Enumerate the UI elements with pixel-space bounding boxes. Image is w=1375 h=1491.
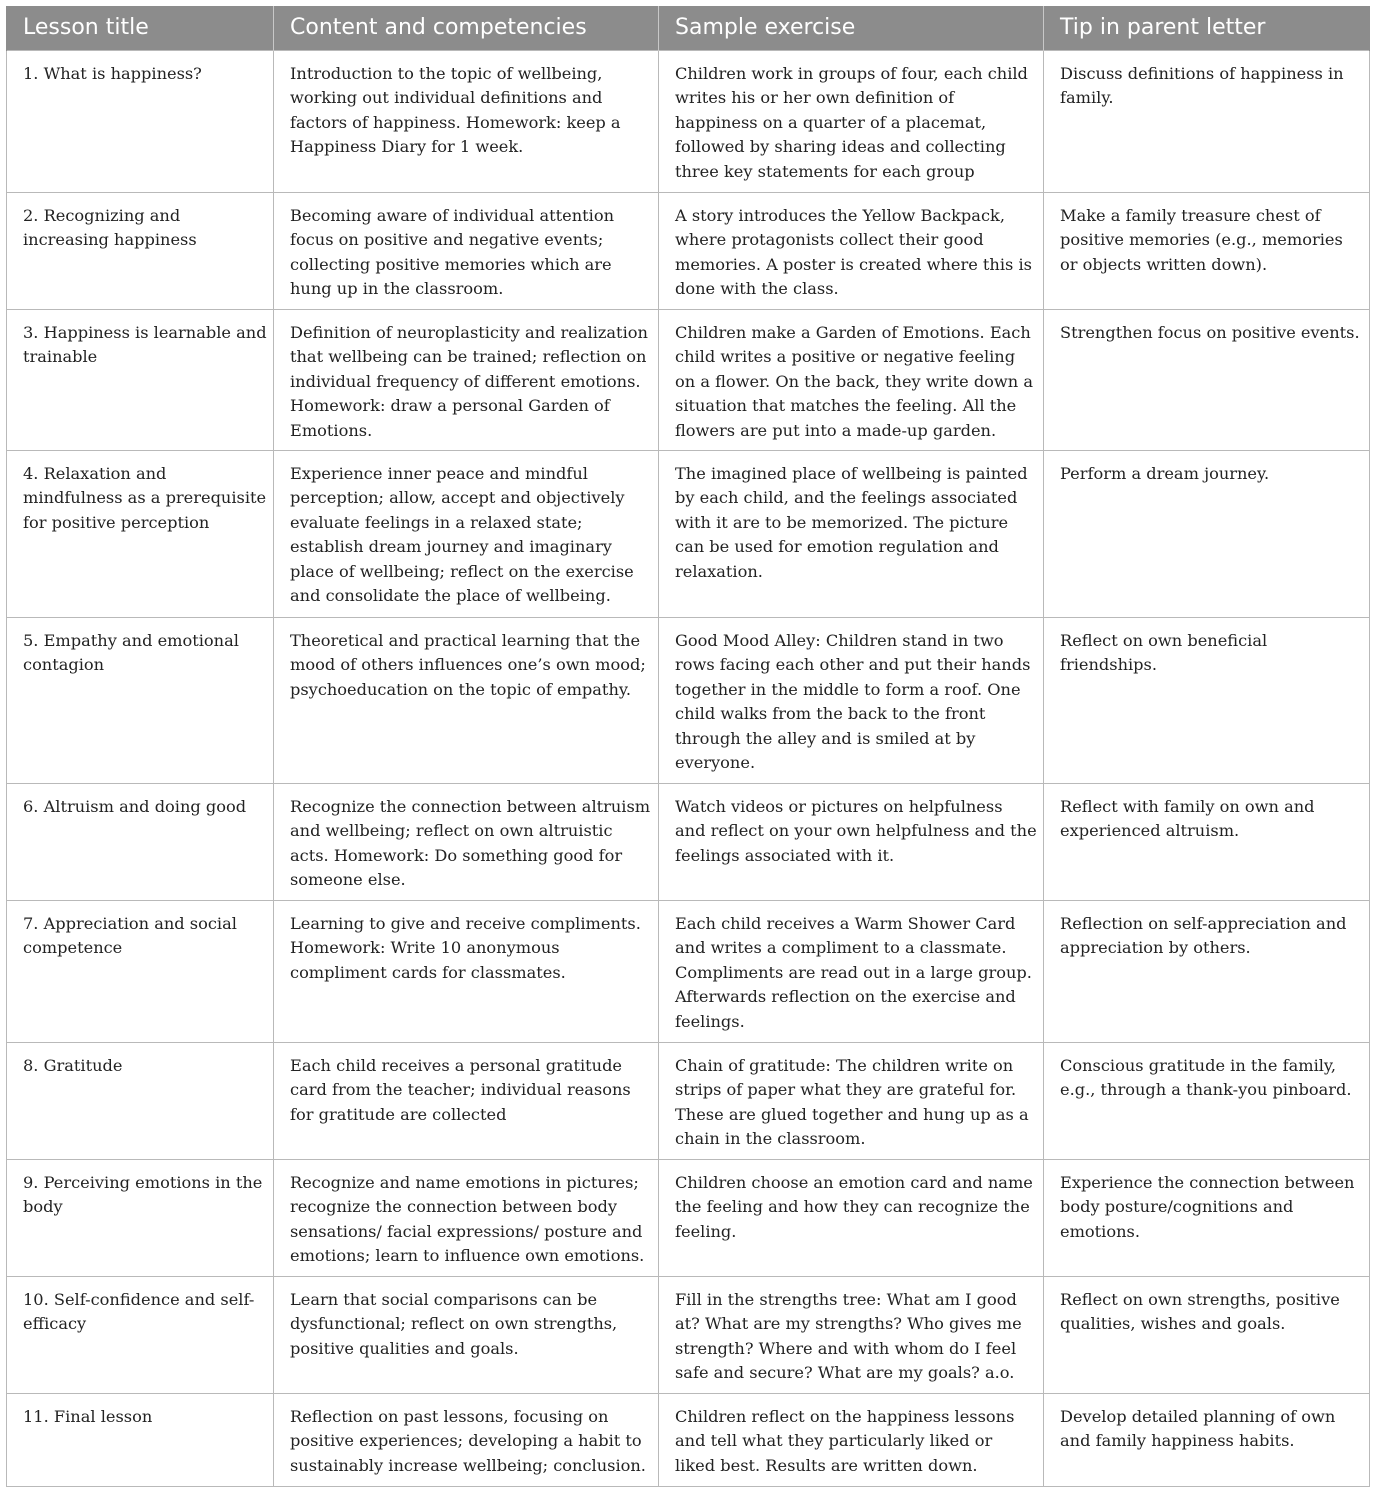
cell-lesson-title: 1. What is happiness? (7, 50, 274, 192)
cell-tip: Make a family treasure chest of positive memories (e.g., memories or objects written down). (1044, 192, 1370, 309)
cell-exercise: Children work in groups of four, each child writes his or her own definition of happiness on a quarter of a placemat, followed by sharing ideas and collecting three key statements for each group (659, 50, 1044, 192)
cell-lesson-title: 11. Final lesson (7, 1393, 274, 1486)
cell-lesson-title: 6. Altruism and doing good (7, 783, 274, 900)
cell-content: Recognize and name emotions in pictures; recognize the connection between body sensations/ facial expressions/ posture and emotions; learn to influence own emotions. (274, 1159, 659, 1276)
cell-exercise: Good Mood Alley: Children stand in two rows facing each other and put their hands together in the middle to form a roof. One child walks from the back to the front through the alley and is smiled at by everyone. (659, 617, 1044, 783)
table-row (7, 192, 1370, 309)
cell-lesson-title: 8. Gratitude (7, 1042, 274, 1159)
cell-lesson-title: 7. Appreciation and social competence (7, 900, 274, 1042)
cell-exercise: Each child receives a Warm Shower Card and writes a compliment to a classmate. Compliments are read out in a large group. Afterwards reflection on the exercise and feelings. (659, 900, 1044, 1042)
table-row (7, 617, 1370, 783)
cell-exercise: Watch videos or pictures on helpfulness and reflect on your own helpfulness and the feelings associated with it. (659, 783, 1044, 900)
cell-lesson-title: 5. Empathy and emotional contagion (7, 617, 274, 783)
cell-tip: Discuss definitions of happiness in family. (1044, 50, 1370, 192)
cell-lesson-title: 4. Relaxation and mindfulness as a prerequisite for positive perception (7, 450, 274, 617)
table-body (7, 50, 1370, 1486)
cell-content: Definition of neuroplasticity and realization that wellbeing can be trained; reflection on individual frequency of different emotions. Homework: draw a personal Garden of Emotions. (274, 309, 659, 450)
cell-tip: Strengthen focus on positive events. (1044, 309, 1370, 450)
cell-exercise: Children reflect on the happiness lessons and tell what they particularly liked or liked best. Results are written down. (659, 1393, 1044, 1486)
cell-tip: Perform a dream journey. (1044, 450, 1370, 617)
cell-tip: Reflect on own strengths, positive qualities, wishes and goals. (1044, 1276, 1370, 1393)
table-row (7, 1042, 1370, 1159)
cell-lesson-title: 3. Happiness is learnable and trainable (7, 309, 274, 450)
cell-lesson-title: 10. Self-confidence and self-efficacy (7, 1276, 274, 1393)
table-header (7, 6, 1370, 50)
cell-lesson-title: 2. Recognizing and increasing happiness (7, 192, 274, 309)
table-row (7, 1393, 1370, 1486)
cell-content: Experience inner peace and mindful perception; allow, accept and objectively evaluate feelings in a relaxed state; establish dream journey and imaginary place of wellbeing; reflect on the exercise and consolidate the place of wellbeing. (274, 450, 659, 617)
table-row (7, 1159, 1370, 1276)
header-lesson-title: Lesson title (7, 6, 274, 50)
cell-lesson-title: 9. Perceiving emotions in the body (7, 1159, 274, 1276)
cell-content: Learning to give and receive compliments. Homework: Write 10 anonymous compliment cards for classmates. (274, 900, 659, 1042)
lesson-table (6, 6, 1370, 1487)
cell-exercise: Chain of gratitude: The children write on strips of paper what they are grateful for. These are glued together and hung up as a chain in the classroom. (659, 1042, 1044, 1159)
table-row (7, 50, 1370, 192)
cell-content: Reflection on past lessons, focusing on positive experiences; developing a habit to sustainably increase wellbeing; conclusion. (274, 1393, 659, 1486)
cell-tip: Conscious gratitude in the family, e.g., through a thank-you pinboard. (1044, 1042, 1370, 1159)
table-row (7, 1276, 1370, 1393)
cell-content: Each child receives a personal gratitude card from the teacher; individual reasons for gratitude are collected (274, 1042, 659, 1159)
cell-exercise: A story introduces the Yellow Backpack, where protagonists collect their good memories. A poster is created where this is done with the class. (659, 192, 1044, 309)
cell-exercise: Fill in the strengths tree: What am I good at? What are my strengths? Who gives me strength? Where and with whom do I feel safe and secure? What are my goals? a.o. (659, 1276, 1044, 1393)
table-row (7, 309, 1370, 450)
header-content: Content and competencies (274, 6, 659, 50)
cell-exercise: The imagined place of wellbeing is painted by each child, and the feelings associated with it are to be memorized. The picture can be used for emotion regulation and relaxation. (659, 450, 1044, 617)
cell-tip: Develop detailed planning of own and family happiness habits. (1044, 1393, 1370, 1486)
header-sample-exercise: Sample exercise (659, 6, 1044, 50)
cell-exercise: Children make a Garden of Emotions. Each child writes a positive or negative feeling on a flower. On the back, they write down a situation that matches the feeling. All the flowers are put into a made-up garden. (659, 309, 1044, 450)
cell-tip: Reflect on own beneficial friendships. (1044, 617, 1370, 783)
cell-content: Becoming aware of individual attention focus on positive and negative events; collecting positive memories which are hung up in the classroom. (274, 192, 659, 309)
header-parent-tip: Tip in parent letter (1044, 6, 1370, 50)
table-row (7, 900, 1370, 1042)
cell-exercise: Children choose an emotion card and name the feeling and how they can recognize the feeling. (659, 1159, 1044, 1276)
table-row (7, 783, 1370, 900)
table-row (7, 450, 1370, 617)
cell-content: Theoretical and practical learning that the mood of others influences one’s own mood; psychoeducation on the topic of empathy. (274, 617, 659, 783)
cell-content: Learn that social comparisons can be dysfunctional; reflect on own strengths, positive qualities and goals. (274, 1276, 659, 1393)
cell-tip: Experience the connection between body posture/cognitions and emotions. (1044, 1159, 1370, 1276)
cell-content: Recognize the connection between altruism and wellbeing; reflect on own altruistic acts. Homework: Do something good for someone else. (274, 783, 659, 900)
cell-tip: Reflect with family on own and experienced altruism. (1044, 783, 1370, 900)
cell-tip: Reflection on self-appreciation and appreciation by others. (1044, 900, 1370, 1042)
cell-content: Introduction to the topic of wellbeing, working out individual definitions and factors of happiness. Homework: keep a Happiness Diary for 1 week. (274, 50, 659, 192)
header-row (7, 6, 1370, 50)
